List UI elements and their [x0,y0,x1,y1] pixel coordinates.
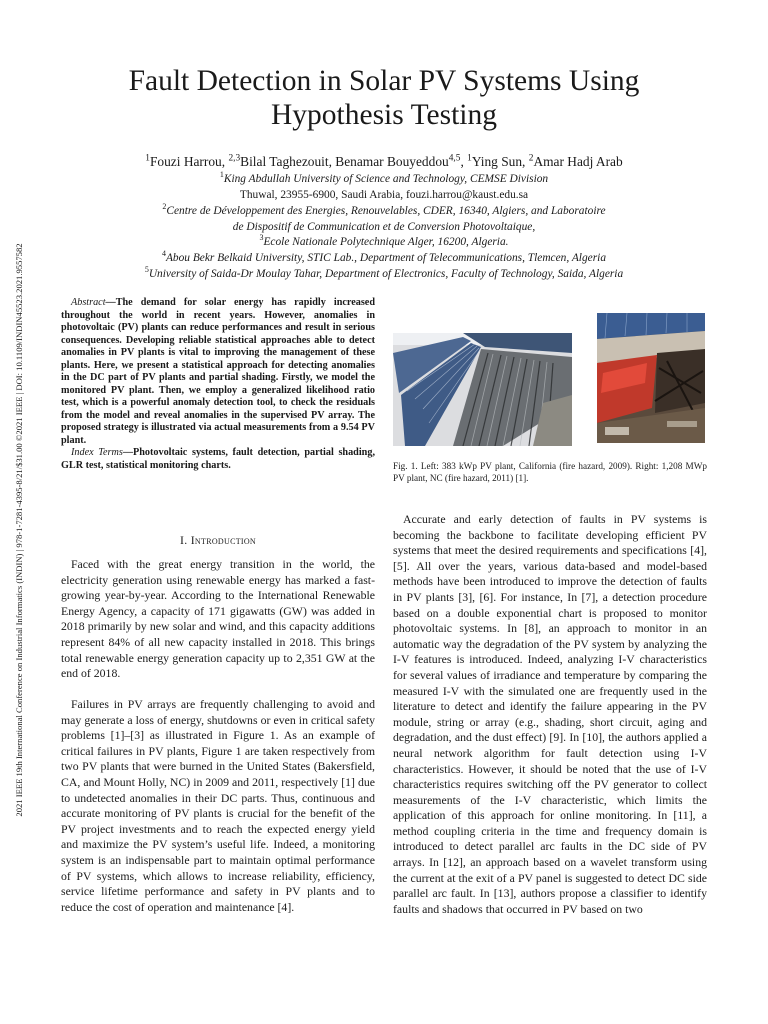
doi-sidebar-text: 2021 IEEE 19th International Conference on Industrial Informatics (INDIN) | 978-1-7281-4395-8/21/$31.00 ©2021 IEEE | DOI: 10.1109/INDIN45523.2021.9557582 [14,243,24,817]
affiliation-sup: 1 [219,170,224,180]
section-heading [61,533,375,548]
affiliation-sup: 2 [162,202,167,212]
affiliation-sup: 4 [161,249,166,259]
right-column-paragraph [393,512,707,917]
affiliation-4 [60,251,708,267]
title-line-2: Hypothesis Testing [270,99,498,131]
paragraph-text: Failures in PV arrays are frequently challenging to avoid and may generate a loss of energy, shutdowns or even in critical safety problems [1]–[3] as illustrated in Figure 1. As an example of critical failures in PV plants, Figure 1 are taken respectively from two PV plants that were burned in the United States (Bakersfield, CA, and Mount Holly, NC) in 2009 and 2011, respectively [1] due to undetected anomalies in their DC parts. Thus, continuous and accurate monitoring of PV plants is crucial for the benefit of the PV project investments and to reach the expected energy yield and maximize the PV system’s useful life. Indeed, a monitoring system is an indispensable part to maintain optimal performance of PV systems, which allows to increase reliability, efficiency, service lifetime performance and safety in PV plants and to reduce the cost of operation and maintenance [4]. [61,697,375,914]
title-line-1: Fault Detection in Solar PV Systems Using [128,65,640,97]
intro-paragraph-1 [61,557,375,682]
affiliation-2-line-2 [60,220,708,236]
intro-paragraph-2 [61,697,375,915]
figure-1-caption: Fig. 1. Left: 383 kWp PV plant, California (fire hazard, 2009). Right: 1,208 MWp PV plant, NC (fire hazard, 2011) [1]. [393,461,707,483]
abstract-text: —The demand for solar energy has rapidly increased throughout the world in recent years. However, anomalies in photovoltaic (PV) plants can reduce performances and result in serious consequences. Developing reliable statistical approaches able to detect anomalies in PV plants is vital to improving the management of these plants. Here, we present a statistical approach for detecting anomalies in the DC part of PV plants and partial shading. Firstly, we model the monitored PV plant. Then, we employ a generalized likelihood ratio test, which is a powerful anomaly detection tool, to check the residuals from the model and reveal anomalies in the supervised PV array. The proposed strategy is illustrated via actual measurements from a 9.54 PV plant. [61,297,375,446]
figure-1-left-photo [393,333,572,446]
author-sup: 2,3 [228,153,241,164]
author-sup: 2 [528,153,534,164]
affiliation-text: King Abdullah University of Science and Technology, CEMSE Division [223,173,549,185]
section-numeral: I. [179,533,191,547]
affiliation-sup: 3 [259,233,264,243]
author-name: Amar Hadj Arab [533,154,623,169]
abstract-label: Abstract [71,297,106,308]
index-terms-label: Index Terms [71,447,123,458]
figure-1-right-photo [597,313,705,443]
abstract-paragraph [61,297,375,447]
affiliation-text: Abou Bekr Belkaid University, STIC Lab., Department of Telecommunications, Tlemcen, Algeria [165,252,607,264]
affiliation-1-address: Thuwal, 23955-6900, Saudi Arabia, fouzi.harrou@kaust.edu.sa [239,189,529,201]
author-name: Fouzi Harrou, [149,154,229,169]
author-name: Ying Sun, [471,154,529,169]
author-sup: 4,5 [448,153,461,164]
affiliation-3 [60,235,708,251]
paragraph-text: Faced with the great energy transition in the world, the electricity generation using renewable energy has marked a fast-growing year-by-year. According to the International Renewable Energy Agency, a capacity of 171 gigawatts (GW) was added in 2018 primarily by new solar and wind, and this capacity additions represent 84% of all new capacity installed in 2018. This brings total renewable energy generation capacity up to 2,351 GW at the end of 2018. [61,557,375,681]
paragraph-text: Accurate and early detection of faults in PV systems is becoming the backbone to facilitate developing efficient PV systems that meet the desired requirements and specifications [4], [5]. All over the years, various data-based and model-based methods have been introduced to improve the detection of faults in PV plants [3], [6]. For instance, In [7], a detection procedure based on a double exponential chart is proposed to monitor photovoltaic systems. In [8], an approach to monitor in an automatic way the degradation of the PV system by analyzing the I-V features is introduced. Indeed, analyzing I-V characteristics for several values of irradiance and temperature by comparing the measured I-V with the simulated one are frequently used in the literature to detect and identify the failure appearing in the PV module, string or array (e.g., shading, short circuit, aging and degradation, and the dust effect) [9]. In [10], the authors applied a neural network algorithm for fault detection using I-V characteristics. However, it should be noted that the use of I-V characteristics requires switching off the PV generator to collect measurements of the I-V characteristic, which limits the application of this approach for online monitoring. In [11], a method coupling criteria in the time and frequency domain is introduced to detect parallel arc faults in the DC side of PV arrays. In [12], an approach based on a wavelet transform using the current at the exit of a PV panel is suggested to detect DC side parallel arc fault. In [13], authors propose a classifier to identify faults and shadows that occurred in PV based on two [393,512,707,916]
author-list [60,154,708,170]
affiliation-text: Ecole Nationale Polytechnique Alger, 16200, Algeria. [263,236,509,248]
affiliation-2 [60,204,708,220]
author-name: Bilal Taghezouit, Benamar Bouyeddou [240,154,449,169]
author-sup: 1 [467,153,472,164]
section-name: Introduction [190,533,257,547]
affiliation-text: University of Saida-Dr Moulay Tahar, Department of Electronics, Faculty of Technology, Saida, Algeria [148,268,624,280]
doi-sidebar [6,160,32,900]
paper-title [60,64,708,132]
affiliation-1 [60,172,708,188]
index-terms [61,447,375,472]
affiliation-text: Centre de Développement des Energies, Renouvelables, CDER, 16340, Algiers, and Laboratoire [166,205,606,217]
abstract [61,297,375,472]
author-sup: 1 [145,153,150,164]
affiliation-sup: 5 [144,265,149,275]
affiliation-text: de Dispositif de Communication et de Conversion Photovoltaique, [232,221,536,233]
affiliation-5 [60,267,708,283]
author-name: , [460,154,468,169]
index-terms-text: —Photovoltaic systems, fault detection, partial shading, GLR test, statistical monitoring charts. [61,447,375,471]
